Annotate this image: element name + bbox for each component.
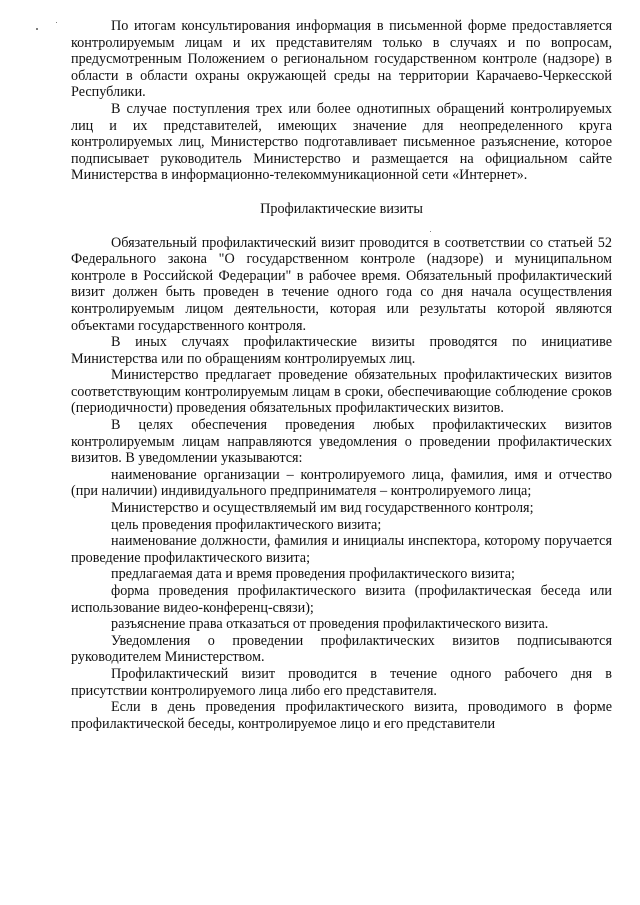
paragraph: В целях обеспечения проведения любых профилактических визитов контролируемым лицам направляются уведомления о проведении профилактических визитов. В уведомлении указываются: bbox=[71, 417, 612, 467]
scan-speck bbox=[36, 28, 38, 30]
list-item: предлагаемая дата и время проведения профилактического визита; bbox=[111, 566, 515, 583]
list-item: наименование должности, фамилия и инициалы инспектора, которому поручается проведение профилактического визита; bbox=[71, 533, 612, 566]
paragraph: Уведомления о проведении профилактических визитов подписываются руководителем Министерством. bbox=[71, 632, 612, 666]
paragraph: Министерство предлагает проведение обязательных профилактических визитов соответствующим контролируемым лицам в сроки, обеспечивающие соблюдение сроков (периодичности) проведения обязательных профилактических визитов. bbox=[71, 367, 612, 417]
list-item: разъяснение права отказаться от проведения профилактического визита. bbox=[111, 616, 549, 633]
document-body bbox=[71, 18, 612, 732]
list-item: форма проведения профилактического визита (профилактическая беседа или использование видео-конференц-связи); bbox=[71, 583, 612, 616]
list-item: цель проведения профилактического визита; bbox=[111, 516, 382, 533]
scan-speck bbox=[56, 22, 57, 23]
list-item: Министерство и осуществляемый им вид государственного контроля; bbox=[111, 500, 534, 517]
section-heading: Профилактические визиты bbox=[260, 200, 423, 217]
paragraph: По итогам консультирования информация в письменной форме предоставляется контролируемым лицам и их представителям только в случаях и по вопросам, предусмотренным Положением о региональном государственном контроле (надзоре) в области в области охраны окружающей среды на территории Карачаево-Черкесской Республики. bbox=[71, 18, 612, 101]
paragraph: В иных случаях профилактические визиты проводятся по инициативе Министерства или по обращениям контролируемых лиц. bbox=[71, 334, 612, 367]
list-item: наименование организации – контролируемого лица, фамилия, имя и отчество (при наличии) индивидуального предпринимателя – контролируемого лица; bbox=[71, 466, 612, 500]
paragraph: В случае поступления трех или более однотипных обращений контролируемых лиц и их представителей, имеющих значение для неопределенного круга контролируемых лиц, Министерство подготавливает письменное разъяснение, которое подписывает руководитель Министерство и размещается на официальном сайте Министерства в информационно-телекоммуникационной сети «Интернет». bbox=[71, 100, 612, 184]
paragraph: Если в день проведения профилактического визита, проводимого в форме профилактической беседы, контролируемое лицо и его представители bbox=[71, 699, 612, 732]
paragraph: Обязательный профилактический визит проводится в соответствии со статьей 52 Федерального закона "О государственном контроле (надзоре) и муниципальном контроле в Российской Федерации" в рабочее время. Обязательный профилактический визит должен быть проведен в течение одного года со дня начала осуществления контролируемым лицом деятельности, которая или результаты которой являются объектами государственного контроля. bbox=[71, 234, 612, 334]
paragraph: Профилактический визит проводится в течение одного рабочего дня в присутствии контролируемого лица либо его представителя. bbox=[71, 665, 612, 699]
